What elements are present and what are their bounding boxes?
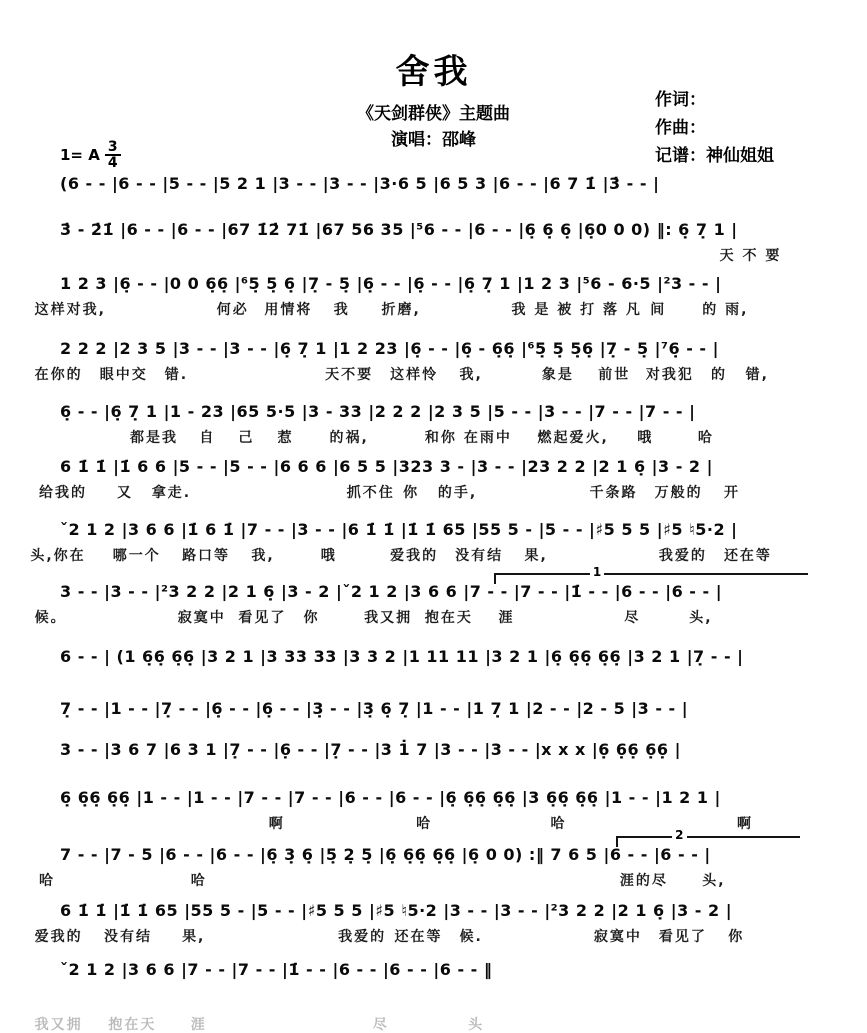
lyric-segment: 象是 xyxy=(541,367,574,383)
lyric-segment: 抱在天 xyxy=(424,610,473,626)
lyric-segment: 天 不 要 xyxy=(719,248,782,264)
notation-line: 6 - - | (1 6̣6̣ 6̣6̣ |3 2 1 |3 33 33 |3 3 2 |1 11 11 |3 2 1 |6̣ 6̣6̣ 6̣6̣ |3 2 1 |7̣ - - | xyxy=(60,647,744,666)
lyric-segment: 看见了 xyxy=(658,929,707,945)
lyric-segment: 哈 xyxy=(416,816,433,832)
credit-transcriber: 记谱：神仙姐姐 xyxy=(655,146,774,166)
lyric-segment: 爱我的 xyxy=(34,929,83,945)
lyric-segment: 间 xyxy=(650,302,667,318)
notation-line: 6 1̇ 1̇ |1̇ 6 6 |5 - - |5 - - |6 6 6 |6 5 5 |323 3 - |3 - - |23 2 2 |2 1 6̣ |3 - 2 | xyxy=(60,457,713,476)
lyric-segment: 这样怜 xyxy=(390,367,439,383)
lyric-segment: 哈 xyxy=(550,816,567,832)
lyric-segment: 和你 xyxy=(424,430,457,446)
notation-line: 6̣ 6̣6̣ 6̣6̣ |1 - - |1 - - |7 - - |7 - - |6 - - |6 - - |6̣ 6̣6̣ 6̣6̣ |3 6̣6̣ 6̣6̣ |1 - - |1 2 1 | xyxy=(60,788,721,807)
lyric-segment: 尽 xyxy=(372,1017,389,1033)
song-subtitle: 《天剑群侠》主题曲 xyxy=(357,104,510,124)
lyric-segment: 我又拥 xyxy=(34,1017,83,1033)
notation-line: 3 - - |3 6 7 |6 3 1 |7̣ - - |6̣ - - |7̣ - - |3 1̇ 7 |3 - - |3 - - |x x x |6̣ 6̣6̣ 6̣6̣ | xyxy=(60,740,681,759)
system-9 xyxy=(0,645,867,705)
notation-line: ˇ2 1 2 |3 6 6 |1̇ 6 1̇ |7 - - |3 - - |6 1̇ 1̇ |1̇ 1̇ 65 |55 5 - |5 - - |♯5 5 5 |♯5 ♮5·2 | xyxy=(60,520,738,539)
lyric-segment: 拿走. xyxy=(151,485,192,501)
lyric-segment: 哪一个 xyxy=(112,548,161,564)
lyric-segment: 涯 xyxy=(498,610,515,626)
lyric-segment: 候. xyxy=(459,929,483,945)
key-tonality: 1= A xyxy=(60,146,100,164)
lyric-segment: 我又拥 xyxy=(364,610,413,626)
lyric-segment: 我 xyxy=(333,302,350,318)
lyric-line xyxy=(0,607,867,627)
lyric-segment: 啊 xyxy=(736,816,753,832)
meter-numerator: 3 xyxy=(105,140,121,156)
lyric-line xyxy=(0,299,867,319)
lyric-segment: 的祸, xyxy=(329,430,369,446)
system-2 xyxy=(0,218,867,278)
lyric-segment: 这样对我, xyxy=(34,302,106,318)
lyric-segment: 前世 xyxy=(598,367,631,383)
lyric-segment: 我爱的 xyxy=(338,929,387,945)
lyric-segment: 的 xyxy=(710,367,727,383)
lyric-segment: 眼中交 xyxy=(99,367,148,383)
lyric-segment: 自 xyxy=(199,430,216,446)
lyric-segment: 看见了 xyxy=(238,610,287,626)
lyric-segment: 在雨中 xyxy=(463,430,512,446)
lyric-segment: 我, xyxy=(251,548,275,564)
lyric-segment: 我 是 被 打 落 凡 xyxy=(511,302,642,318)
notation-line: 6̣ - - |6̣ 7̣ 1 |1 - 23 |65 5·5 |3 - 33 |2 2 2 |2 3 5 |5 - - |3 - - |7 - - |7 - - | xyxy=(60,402,696,421)
lyric-segment: 候。 xyxy=(34,610,67,626)
lyric-segment: 何必 xyxy=(216,302,249,318)
lyric-segment: 还在等 xyxy=(394,929,443,945)
lyric-segment: 用情将 xyxy=(264,302,313,318)
lyric-segment: 都是我 xyxy=(130,430,179,446)
system-6 xyxy=(0,455,867,515)
lyric-segment: 没有结 xyxy=(104,929,153,945)
lyric-segment: 寂寞中 xyxy=(177,610,226,626)
system-8 xyxy=(0,565,867,640)
lyric-segment: 果, xyxy=(524,548,548,564)
lyric-line xyxy=(0,926,867,946)
lyric-segment: 我爱的 xyxy=(658,548,707,564)
lyric-segment: 哦 xyxy=(320,548,337,564)
notation-line: 7̣ - - |1 - - |7̣ - - |6̣ - - |6̣ - - |3̣ - - |3̣ 6̣ 7̣ |1 - - |1 7̣ 1 |2 - - |2 - 5 |3 - - | xyxy=(60,699,689,718)
lyric-segment: 燃起爱火, xyxy=(537,430,609,446)
lyric-segment: 的 雨, xyxy=(702,302,749,318)
lyric-segment: 还在等 xyxy=(723,548,772,564)
system-13 xyxy=(0,828,867,903)
lyric-segment: 头, xyxy=(689,610,713,626)
lyric-line xyxy=(0,245,867,265)
lyric-segment: 哈 xyxy=(190,873,207,889)
lyric-segment: 尽 xyxy=(624,610,641,626)
system-7 xyxy=(0,518,867,578)
system-14 xyxy=(0,899,867,959)
lyric-segment: 哈 xyxy=(697,430,714,446)
lyric-segment: 开 xyxy=(723,485,740,501)
lyric-segment: 路口等 xyxy=(182,548,231,564)
lyric-segment: 又 xyxy=(117,485,134,501)
lyric-segment: 涯 xyxy=(190,1017,207,1033)
lyric-segment: 涯的尽 xyxy=(619,873,668,889)
lyric-segment: 错, xyxy=(745,367,769,383)
lyric-line xyxy=(0,364,867,384)
song-title: 舍我 xyxy=(395,52,472,92)
lyric-line xyxy=(0,813,867,833)
lyric-segment: 抓不住 xyxy=(346,485,395,501)
lyric-line xyxy=(0,545,867,565)
notation-line: 1 2 3 |6̣ - - |0 0 6̣6̣ |⁶5̣ 5̣ 6̣ |7̣ - 5̣ |6̣ - - |6̣ - - |6̣ 7̣ 1 |1 2 3 |⁵6 - 6·5 |²3 - - | xyxy=(60,274,722,293)
lyric-segment: 惹 xyxy=(277,430,294,446)
lyric-segment: 万般的 xyxy=(654,485,703,501)
notation-line: 2 2 2 |2 3 5 |3 - - |3 - - |6̣ 7̣ 1 |1 2 23 |6̣ - - |6̣ - 6̣6̣ |⁶5̣ 5̣ 5̣6̣ |7̣ - 5̣ |⁷6̣ - - | xyxy=(60,339,719,358)
lyric-segment: 天不要 xyxy=(325,367,374,383)
lyric-segment: 给我的 xyxy=(39,485,87,501)
lyric-segment: 寂寞中 xyxy=(593,929,642,945)
lyric-segment: 没有结 xyxy=(455,548,504,564)
volta-label: 2 xyxy=(672,829,686,841)
lyric-segment: 啊 xyxy=(268,816,285,832)
lyric-segment: 爱我的 xyxy=(390,548,439,564)
lyric-segment: 在你的 xyxy=(34,367,83,383)
notation-line: (6 - - |6 - - |5 - - |5 2 1 |3 - - |3 - - |3·6 5 |6 5 3 |6 - - |6 7 1̇ |3̇ - - | xyxy=(60,174,660,193)
system-4 xyxy=(0,337,867,397)
lyric-segment: 抱在天 xyxy=(108,1017,157,1033)
system-5 xyxy=(0,400,867,460)
volta-label: 1 xyxy=(590,566,604,578)
lyric-segment: 折磨, xyxy=(381,302,421,318)
lyric-segment: 哦 xyxy=(637,430,654,446)
lyric-segment: 你 xyxy=(303,610,320,626)
lyric-segment: 我, xyxy=(459,367,483,383)
lyric-segment: 的手, xyxy=(437,485,478,501)
lyric-segment: 头,你在 xyxy=(30,548,86,564)
lyric-segment: 己 xyxy=(238,430,255,446)
notation-line: 7 - - |7 - 5 |6 - - |6 - - |6̣ 3̣ 6̣ |5̣ 2̣ 5̣ |6̣ 6̣6̣ 6̣6̣ |6̣ 0 0) :‖ 7 6 5 |6 - - |6 - - | xyxy=(60,845,711,864)
performer-line: 演唱：邵峰 xyxy=(391,130,476,150)
lyric-segment: 头, xyxy=(702,873,726,889)
notation-line: 6 1̇ 1̇ |1̇ 1̇ 65 |55 5 - |5 - - |♯5 5 5 |♯5 ♮5·2 |3 - - |3 - - |²3 2 2 |2 1 6̣ |3 - 2 | xyxy=(60,901,733,920)
lyric-segment: 千条路 xyxy=(589,485,638,501)
lyric-segment: 果, xyxy=(182,929,206,945)
meter-denominator: 4 xyxy=(107,155,118,171)
lyric-line xyxy=(0,1014,867,1033)
lyric-segment: 你 xyxy=(728,929,745,945)
notation-line: ˇ2 1 2 |3 6 6 |7 - - |7 - - |1̇ - - |6 - - |6 - - |6 - - ‖ xyxy=(60,960,493,979)
lyric-segment: 对我犯 xyxy=(645,367,694,383)
notation-line: 3̇ - 2̇1̇ |6 - - |6 - - |67 1̇2̇ 71̇ |67 56 35 |⁵6 - - |6 - - |6̣ 6̣ 6̣ |6̣0 0 0) ‖: 6̣ 7̣ 1 | xyxy=(60,220,738,239)
lyric-segment: 头 xyxy=(468,1017,485,1033)
notation-line: 3 - - |3 - - |²3 2 2 |2 1 6̣ |3 - 2 |ˇ2 1 2 |3 6 6 |7 - - |7 - - |1̇ - - |6 - - |6 - - | xyxy=(60,582,723,601)
lyric-segment: 错. xyxy=(164,367,189,383)
lyric-segment: 哈 xyxy=(39,873,55,889)
lyric-line xyxy=(0,870,867,890)
credit-composer: 作曲： xyxy=(655,118,706,138)
system-3 xyxy=(0,272,867,332)
lyric-line xyxy=(0,427,867,447)
lyric-line xyxy=(0,482,867,502)
lyric-segment: 你 xyxy=(403,485,420,501)
credit-lyricist: 作词： xyxy=(655,90,706,110)
system-15 xyxy=(0,958,867,1033)
